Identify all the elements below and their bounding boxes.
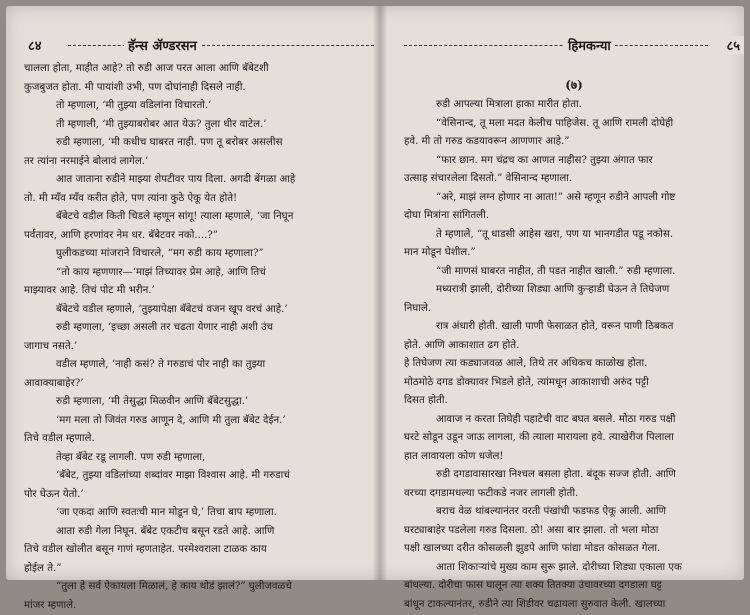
right-page-number: ८५ <box>722 36 744 54</box>
text-line: रुडी म्हणाला, ‘इच्छा असली तर चढता येणार नाही अशी उंच <box>24 319 374 338</box>
book-gutter <box>373 6 387 580</box>
header-rule <box>404 45 708 46</box>
text-line: होईल ते.” <box>24 560 374 579</box>
text-line: वडील म्हणाले, ‘नाही कसं? ते गरुडाचं पोर नाही का तुझ्या <box>24 356 374 375</box>
text-line: आवाक्याबाहेर?’ <box>24 375 374 394</box>
text-line: पर्वतावर, आणि हरणांवर नेम धर. बॅबेटवर नको....?” <box>24 227 374 246</box>
text-line: पक्षी खालच्या दरीत कोसळली झुडपे आणि फांद्या मोडत कोसळत गेला. <box>404 540 744 559</box>
header-rule <box>68 45 374 46</box>
text-line: रुडी म्हणाला, ‘मी तेसुद्धा मिळवीन आणि बॅबेटसुद्धा.’ <box>24 393 374 412</box>
text-line: “जी माणसं घाबरत नाहीत, ती पडत नाहीत खाली.” रुडी म्हणाला. <box>404 263 744 282</box>
text-line: मोठमोठे दगड डोक्यावर भिडले होते, त्यांमधून आकाशाची अरुंद पट्टी <box>404 374 744 393</box>
text-line: ‘मग मला तो जिवंत गरुड आणून दे, आणि मी तुला बॅबेट देईन.’ <box>24 412 374 431</box>
left-page <box>24 6 374 580</box>
left-running-title: हॅन्स ॲण्डरसन <box>124 36 201 54</box>
text-line: जागाच नसते.’ <box>24 338 374 357</box>
book-spread <box>6 6 744 580</box>
text-line: हे तिघेजण त्या कड्याजवळ आले, तिथे तर अधिकच काळोख होता. <box>404 355 744 374</box>
chapter-heading: (७) <box>404 76 744 93</box>
text-line: ‘जा एकदा आणि स्वतःची मान मोडून घे,’ तिचा बाप म्हणाला. <box>24 504 374 523</box>
text-line: ते म्हणाले, “तू धाडसी आहेस खरा, पण या भानगडीत पडू नकोस. <box>404 226 744 245</box>
right-running-title: हिमकन्या <box>564 36 615 54</box>
text-line: ती म्हणाली, ‘मी तुझ्याबरोबर आत येऊ? तुला धीर वाटेल.’ <box>24 116 374 135</box>
text-line: चालला होता, माहीत आहे? तो रुडी आज परत आला आणि बॅबेटशी <box>24 60 374 79</box>
text-line: रुडी दगडावासारखा निश्चल बसला होता. बंदूक सज्ज होती. आणि <box>404 466 744 485</box>
text-line: दिसत होती. <box>404 392 744 411</box>
text-line: मांजर म्हणाले. <box>24 597 374 615</box>
text-line: घरटे सोडून उडून जाऊ लागला, की त्याला मारायला हवे. त्याखेरीज पिलाला <box>404 429 744 448</box>
text-line: पोर घेऊन येतो.’ <box>24 486 374 505</box>
text-line: आता शिकाऱ्यांचे मुख्य काम सुरू झाले. दोरीच्या शिड्या एकाला एक <box>404 559 744 578</box>
left-page-header <box>24 36 374 58</box>
left-page-text <box>24 60 374 615</box>
text-line: बांधून टाकल्यानंतर, रुडीने त्या शिडीवर चढायला सुरुवात केली. खालच्या <box>404 596 744 615</box>
text-line: उत्साह संचारलेला दिसतो.” वेसिनान्द म्हणाला. <box>404 170 744 189</box>
right-page-header <box>404 36 744 58</box>
text-line: “अरे, माझं लग्न होणार ना आता!” असे म्हणून रुडीने आपली गोष्ट <box>404 189 744 208</box>
text-line: तिचे वडील खोलीत बसून गाणं म्हणताहेत. परमेश्वराला टाळक काय <box>24 541 374 560</box>
text-line: बराच वेळ थांबल्यानंतर वरती पंखांची फडफड ऐकू आली. आणि <box>404 503 744 522</box>
text-line: वरच्या दगडामधल्या फटीकडे नजर लागली होती. <box>404 485 744 504</box>
text-line: ‘बॅबेट, तुझ्या वडिलांच्या शब्दांवर माझा विश्वास आहे. मी गरुडाचं <box>24 467 374 486</box>
text-line: तर त्यांना नरमाईने बोलावं लागेल.’ <box>24 153 374 172</box>
text-line: आता रुडी गेला निघून. बॅबेट एकटीच बसून रडते आहे. आणि <box>24 523 374 542</box>
text-line: होते. आणि आकाशात ढग होते. <box>404 337 744 356</box>
text-line: तो. मी म्यँव म्यँव करीत होते, पण त्यांना कुठे ऐकू येत होते! <box>24 190 374 209</box>
text-line: रात्र अंधारी होती. खाली पाणी फेसाळत होते, वरून पाणी ठिबकत <box>404 318 744 337</box>
text-line: आवाज न करता तिघेही पहाटेची वाट बघत बसले. मोठा गरुड पक्षी <box>404 411 744 430</box>
text-line: मान मोडून घेशील.” <box>404 244 744 263</box>
text-line: बॅबेटचे वडील किती चिडले म्हणून सांगू! त्याला म्हणाले, ‘जा निघून <box>24 208 374 227</box>
text-line: मध्यरात्री झाली, दोरीच्या शिड्या आणि कुऱ्हाडी घेऊन ते तिघेजण <box>404 281 744 300</box>
left-page-number: ८४ <box>24 36 46 54</box>
text-line: तिचे वडील म्हणाले. <box>24 430 374 449</box>
text-line: माझ्यावर आहे. तिचं पोट मी भरीन.’ <box>24 282 374 301</box>
text-line: बांधल्या. दोरीचा फास घालून त्या शक्य तितक्या उंचावरच्या दगडाला घट्ट <box>404 577 744 596</box>
text-line: निघाले. <box>404 300 744 319</box>
right-page-text <box>404 96 744 614</box>
text-line: कुजबुजत होता. मी पायांशी उभी, पण दोघांनाही दिसले नाही. <box>24 79 374 98</box>
text-line: आत जाताना रुडीने माझ्या शेपटीवर पाय दिला. अगदी बेंगळा आहे <box>24 171 374 190</box>
text-line: “फार छान. मग चंद्रच का आणत नाहीस? तुझ्या अंगात फार <box>404 152 744 171</box>
text-line: तो म्हणाला, ‘मी तुझ्या वडिलांना विचारतो.’ <box>24 97 374 116</box>
text-line: तेव्हा बॅबेट रडू लागली. पण रुडी म्हणाला, <box>24 449 374 468</box>
text-line: “तो काय म्हणणार—‘माझं तिच्यावर प्रेम आहे, आणि तिचं <box>24 264 374 283</box>
text-line: घुलीकडच्या मांजराने विचारले, “मग रुडी काय म्हणाला?” <box>24 245 374 264</box>
text-line: हात लावायला कोण धजेल! <box>404 448 744 467</box>
text-line: “तुला हे सर्व ऐकायला मिळालं, हे काय थोडं झालं?” घुलीजवळचे <box>24 578 374 597</box>
text-line: घरट्याबाहेर पडलेला गरुड दिसला. ठो! असा बार झाला. तो भला मोठा <box>404 522 744 541</box>
right-page <box>404 6 744 580</box>
text-line: दोघा मित्रांना सांगितली. <box>404 207 744 226</box>
text-line: रुडी आपल्या मित्राला हाका मारीत होता. <box>404 96 744 115</box>
text-line: रुडी म्हणाला, ‘मी कधीच घाबरत नाही. पण तू बरोबर असलीस <box>24 134 374 153</box>
text-line: हवे. मी तो गरुड कडयावरून आणणार आहे.” <box>404 133 744 152</box>
text-line: बॅबेटचे वडील म्हणाले, ‘तुझ्यापेक्षा बॅबेटचं वजन खूप वरचं आहे.’ <box>24 301 374 320</box>
text-line: “वेसिनान्द, तू मला मदत केलीच पाहिजेस. तू आणि रामली दोघेही <box>404 115 744 134</box>
